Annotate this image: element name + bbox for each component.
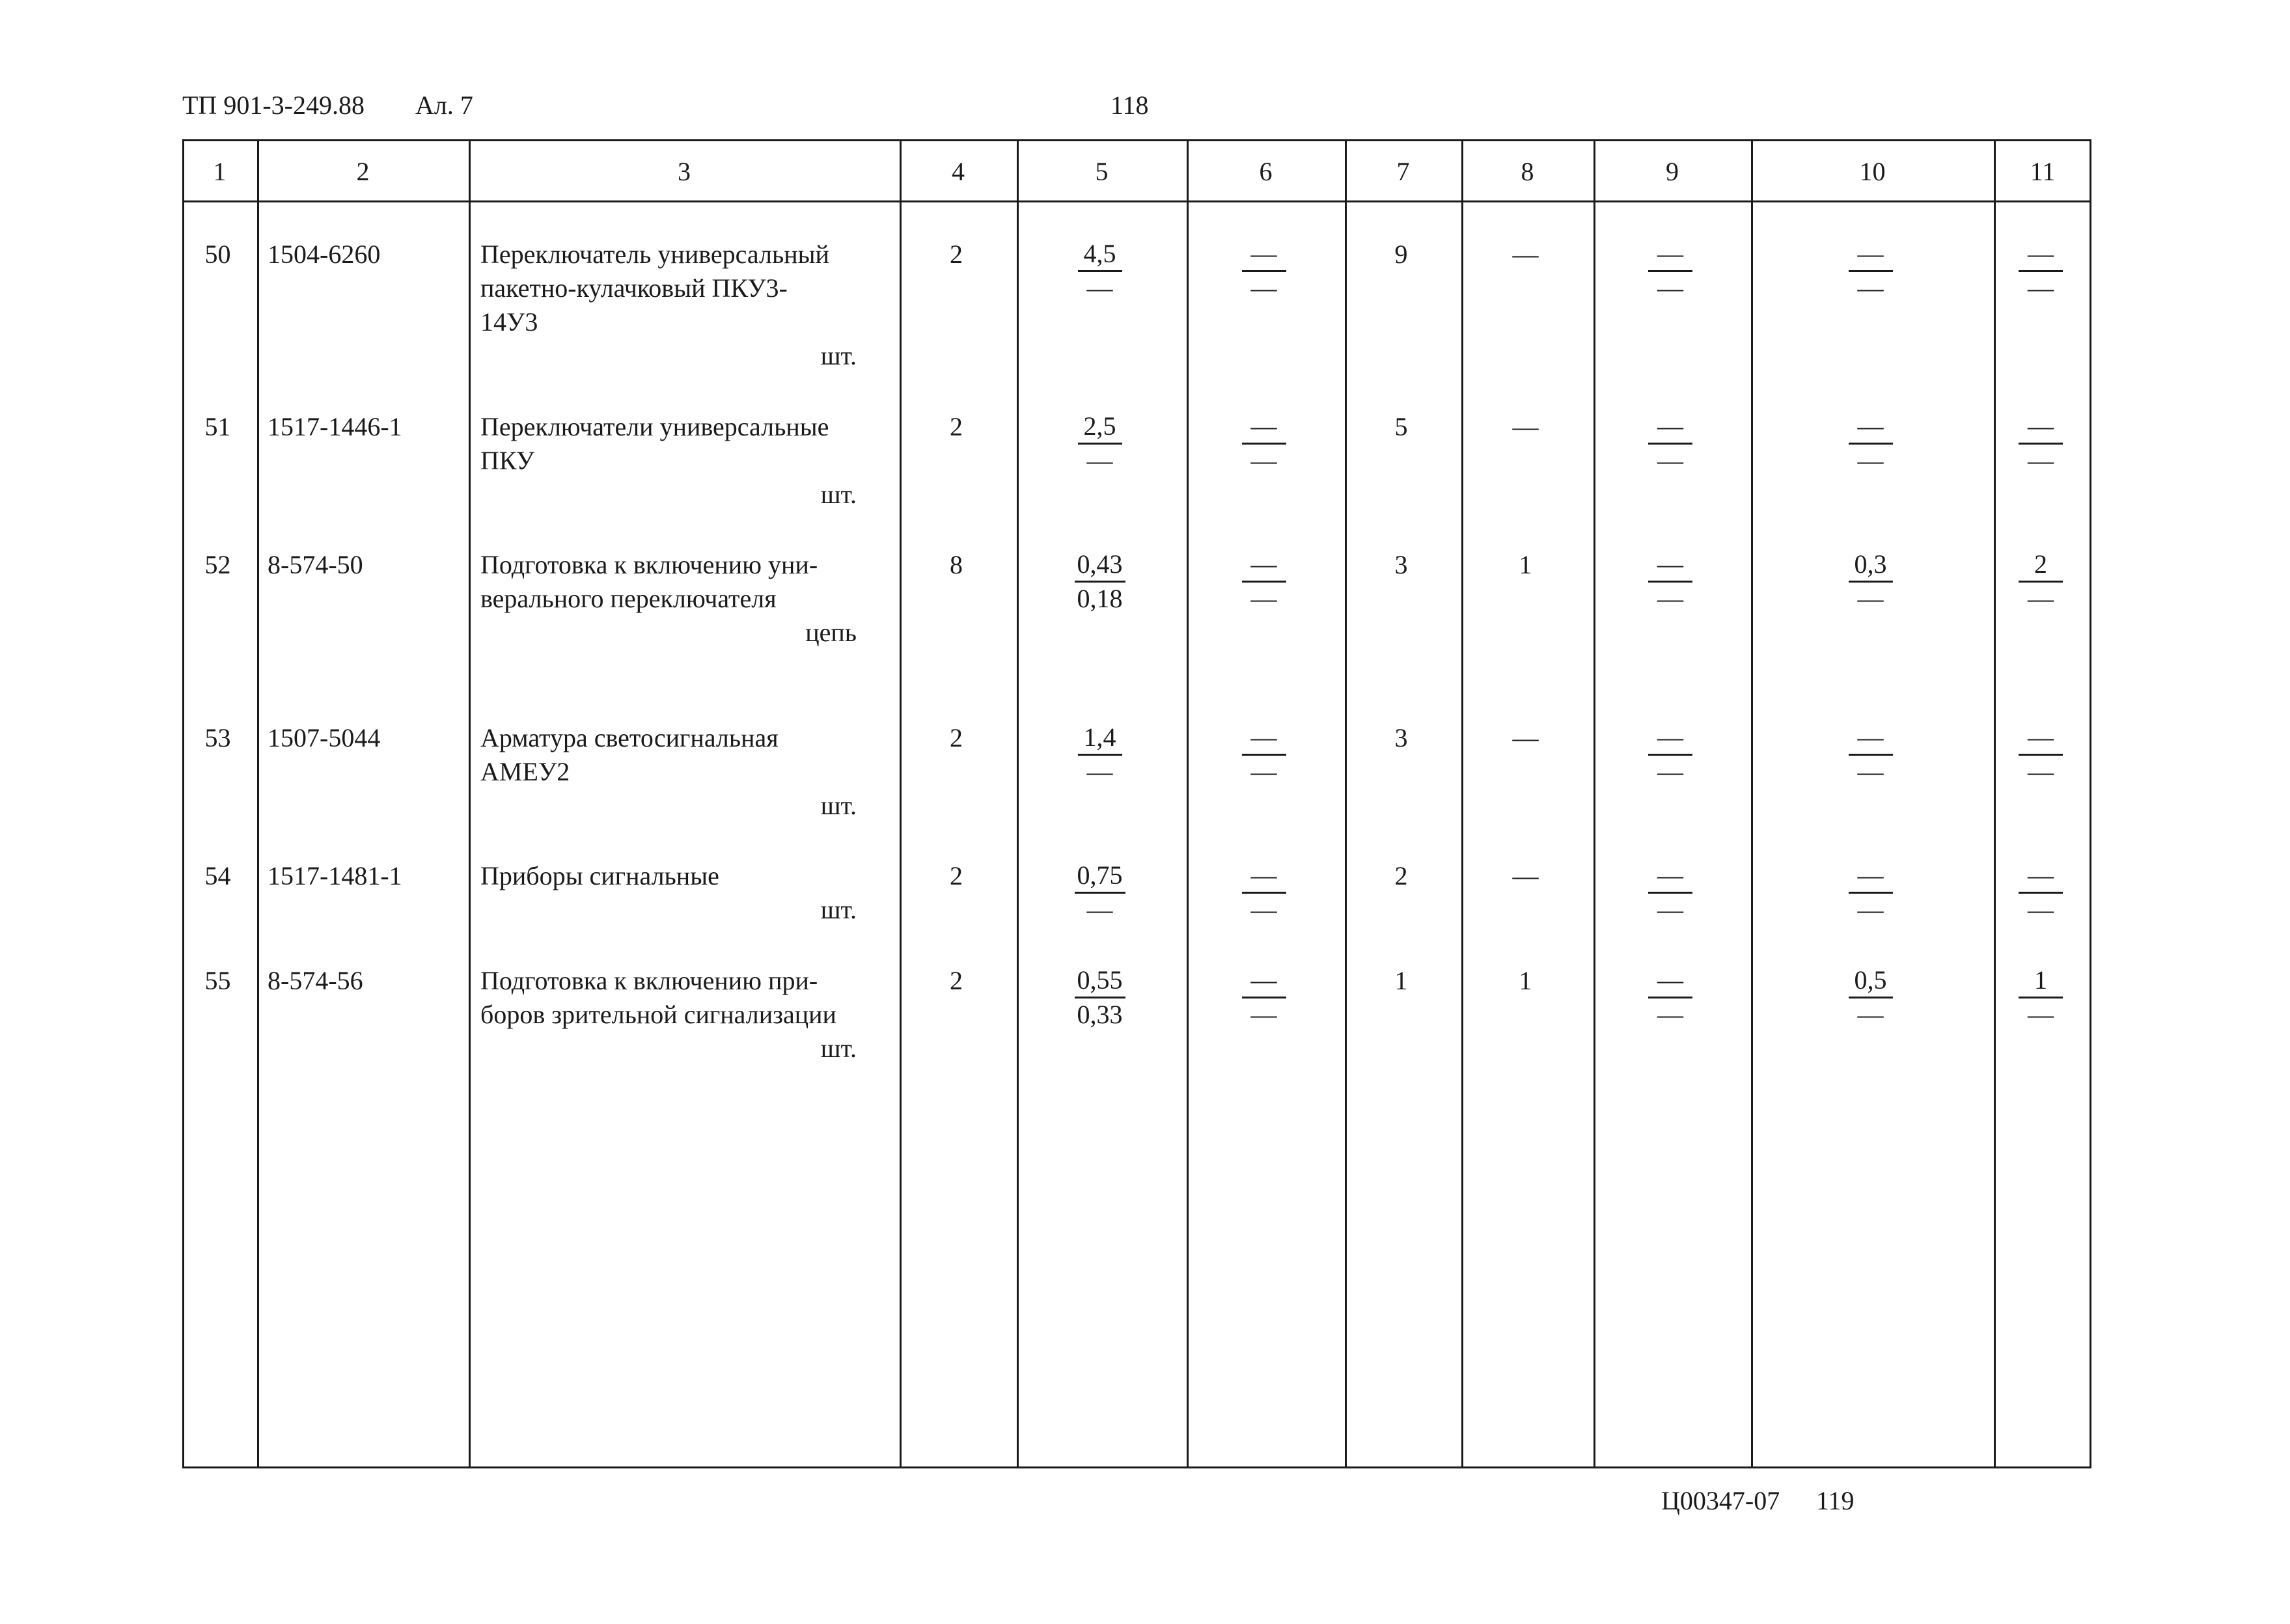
row-number: 51: [204, 412, 231, 441]
fraction-c11: [1994, 410, 2088, 477]
fraction-numerator: 1: [2019, 964, 2063, 998]
fraction-numerator: —: [1648, 721, 1692, 756]
fraction-denominator: —: [2028, 1000, 2054, 1029]
column-divider: [1994, 139, 1996, 1468]
fraction-numerator: —: [2019, 721, 2063, 756]
fraction-c5: [1017, 859, 1183, 926]
column-header: 10: [1859, 157, 1886, 186]
fraction-numerator: —: [1849, 859, 1893, 894]
fraction-denominator: —: [1657, 446, 1683, 475]
fraction-denominator: —: [1250, 446, 1277, 475]
fraction-numerator: —: [1242, 859, 1286, 894]
fraction-denominator: —: [1857, 1000, 1884, 1029]
fraction-numerator: 0,55: [1075, 964, 1125, 998]
unit-label: шт.: [820, 895, 857, 924]
fraction-denominator: —: [1657, 273, 1683, 303]
row-description: [480, 859, 896, 927]
fraction-numerator: —: [1242, 721, 1286, 756]
value-col8: —: [1512, 240, 1539, 269]
fraction-c10: [1751, 238, 1990, 305]
row-code: 1504-6260: [268, 240, 381, 269]
fraction-numerator: —: [1242, 410, 1286, 445]
value-col8: —: [1512, 723, 1539, 752]
fraction-denominator: —: [1086, 757, 1113, 786]
fraction-denominator: —: [1086, 895, 1113, 924]
fraction-denominator: —: [1857, 446, 1884, 475]
unit-label: шт.: [820, 791, 857, 820]
column-divider: [1017, 139, 1019, 1468]
fraction-numerator: 1,4: [1078, 721, 1122, 756]
fraction-c11: [1994, 859, 2088, 926]
row-description: [480, 548, 896, 650]
fraction-c6: [1187, 721, 1341, 788]
column-header: 5: [1095, 157, 1109, 186]
row-number: 52: [204, 550, 231, 579]
fraction-numerator: —: [1849, 721, 1893, 756]
column-header: 4: [952, 157, 965, 186]
fraction-c9: [1593, 721, 1747, 788]
description-line: ПКУ: [480, 446, 535, 475]
row-number: 54: [204, 861, 231, 890]
description-line: 14У3: [480, 307, 538, 337]
fraction-c5: [1017, 410, 1183, 477]
description-line: боров зрительной сигнализации: [480, 1000, 836, 1029]
column-header: 9: [1666, 157, 1679, 186]
description-line: пакетно-кулачковый ПКУ3-: [480, 273, 788, 303]
fraction-c10: [1751, 721, 1990, 788]
quantity: 8: [950, 550, 963, 579]
fraction-denominator: —: [1857, 584, 1884, 613]
fraction-c10: [1751, 548, 1990, 615]
document-code: ТП 901-3-249.88: [182, 90, 365, 120]
fraction-denominator: —: [1086, 273, 1113, 303]
fraction-numerator: —: [1648, 238, 1692, 272]
fraction-c9: [1593, 859, 1747, 926]
row-description: [480, 721, 896, 823]
fraction-denominator: —: [1657, 1000, 1683, 1029]
unit-label: шт.: [820, 1034, 857, 1063]
fraction-denominator: —: [1250, 1000, 1277, 1029]
footer-page-number: 119: [1816, 1486, 1855, 1515]
fraction-c9: [1593, 548, 1747, 615]
fraction-numerator: —: [2019, 859, 2063, 894]
fraction-denominator: —: [2028, 584, 2054, 613]
column-divider: [900, 139, 902, 1468]
value-col7: 5: [1394, 412, 1408, 441]
fraction-denominator: —: [2028, 273, 2054, 303]
fraction-c9: [1593, 410, 1747, 477]
fraction-numerator: —: [1849, 238, 1893, 272]
column-header: 1: [213, 157, 227, 186]
description-line: АМЕУ2: [480, 757, 570, 786]
fraction-c11: [1994, 548, 2088, 615]
description-line: Арматура светосигнальная: [480, 723, 779, 752]
row-description: [480, 238, 896, 373]
fraction-denominator: —: [1657, 584, 1683, 613]
column-header: 7: [1396, 157, 1410, 186]
fraction-c5: [1017, 721, 1183, 788]
column-divider: [1593, 139, 1595, 1468]
column-divider: [257, 139, 259, 1468]
fraction-c5: [1017, 238, 1183, 305]
fraction-denominator: —: [1086, 446, 1113, 475]
unit-label: шт.: [820, 480, 857, 509]
fraction-denominator: —: [1857, 273, 1884, 303]
quantity: 2: [950, 240, 963, 269]
column-header: 2: [356, 157, 370, 186]
row-code: 8-574-50: [268, 550, 363, 579]
fraction-denominator: —: [1857, 757, 1884, 786]
fraction-c6: [1187, 238, 1341, 305]
fraction-numerator: 4,5: [1078, 238, 1122, 272]
column-divider: [1461, 139, 1463, 1468]
fraction-denominator: —: [1657, 895, 1683, 924]
page-number: 118: [1111, 90, 1149, 120]
column-divider: [1345, 139, 1347, 1468]
value-col7: 3: [1394, 550, 1408, 579]
fraction-numerator: 0,5: [1849, 964, 1893, 998]
quantity: 2: [950, 861, 963, 890]
fraction-numerator: —: [1849, 410, 1893, 445]
value-col8: 1: [1519, 550, 1532, 579]
fraction-numerator: —: [2019, 238, 2063, 272]
row-code: 1507-5044: [268, 723, 381, 752]
column-divider: [469, 139, 471, 1468]
fraction-c6: [1187, 964, 1341, 1031]
row-code: 8-574-56: [268, 966, 363, 995]
description-line: Подготовка к включению при-: [480, 966, 818, 995]
fraction-numerator: —: [1242, 964, 1286, 998]
fraction-denominator: 0,18: [1077, 584, 1123, 613]
column-header: 8: [1521, 157, 1534, 186]
fraction-denominator: —: [1250, 757, 1277, 786]
column-header: 6: [1259, 157, 1273, 186]
quantity: 2: [950, 412, 963, 441]
row-code: 1517-1446-1: [268, 412, 402, 441]
column-header: 3: [678, 157, 691, 186]
fraction-denominator: —: [1250, 273, 1277, 303]
fraction-c6: [1187, 548, 1341, 615]
fraction-numerator: 0,3: [1849, 548, 1893, 583]
quantity: 2: [950, 723, 963, 752]
fraction-numerator: —: [1648, 548, 1692, 583]
column-divider: [1751, 139, 1753, 1468]
value-col7: 3: [1394, 723, 1408, 752]
fraction-numerator: —: [1648, 859, 1692, 894]
footer-code: Ц00347-07: [1661, 1486, 1780, 1515]
fraction-numerator: —: [1648, 410, 1692, 445]
value-col7: 9: [1394, 240, 1408, 269]
fraction-numerator: —: [1648, 964, 1692, 998]
description-line: верального переключателя: [480, 584, 777, 613]
fraction-c6: [1187, 410, 1341, 477]
fraction-denominator: —: [1250, 584, 1277, 613]
fraction-numerator: —: [1242, 238, 1286, 272]
column-divider: [1187, 139, 1189, 1468]
fraction-c5: [1017, 548, 1183, 615]
quantity: 2: [950, 966, 963, 995]
fraction-numerator: 2,5: [1078, 410, 1122, 445]
fraction-c10: [1751, 964, 1990, 1031]
fraction-c10: [1751, 410, 1990, 477]
fraction-c9: [1593, 964, 1747, 1031]
row-number: 50: [204, 240, 231, 269]
fraction-c11: [1994, 721, 2088, 788]
fraction-c11: [1994, 238, 2088, 305]
row-code: 1517-1481-1: [268, 861, 402, 890]
description-line: Подготовка к включению уни-: [480, 550, 818, 579]
fraction-numerator: 2: [2019, 548, 2063, 583]
fraction-denominator: 0,33: [1077, 1000, 1123, 1029]
description-line: Переключатели универсальные: [480, 412, 829, 441]
fraction-c5: [1017, 964, 1183, 1031]
fraction-denominator: —: [1250, 895, 1277, 924]
fraction-denominator: —: [1657, 757, 1683, 786]
fraction-c10: [1751, 859, 1990, 926]
fraction-c11: [1994, 964, 2088, 1031]
fraction-numerator: 0,75: [1075, 859, 1125, 894]
fraction-denominator: —: [2028, 895, 2054, 924]
value-col8: 1: [1519, 966, 1532, 995]
unit-label: шт.: [820, 341, 857, 370]
row-description: [480, 964, 896, 1066]
fraction-c9: [1593, 238, 1747, 305]
description-line: Переключатель универсальный: [480, 240, 829, 269]
description-line: Приборы сигнальные: [480, 861, 719, 890]
sheet-label: Ал. 7: [415, 90, 473, 120]
value-col8: —: [1512, 412, 1539, 441]
value-col8: —: [1512, 861, 1539, 890]
fraction-denominator: —: [2028, 446, 2054, 475]
fraction-c6: [1187, 859, 1341, 926]
fraction-denominator: —: [1857, 895, 1884, 924]
fraction-numerator: —: [1242, 548, 1286, 583]
fraction-numerator: 0,43: [1075, 548, 1125, 583]
row-description: [480, 410, 896, 512]
column-header: 11: [2030, 157, 2056, 186]
row-number: 53: [204, 723, 231, 752]
row-number: 55: [204, 966, 231, 995]
value-col7: 2: [1394, 861, 1408, 890]
fraction-denominator: —: [2028, 757, 2054, 786]
fraction-numerator: —: [2019, 410, 2063, 445]
unit-label: цепь: [805, 618, 857, 647]
value-col7: 1: [1394, 966, 1408, 995]
